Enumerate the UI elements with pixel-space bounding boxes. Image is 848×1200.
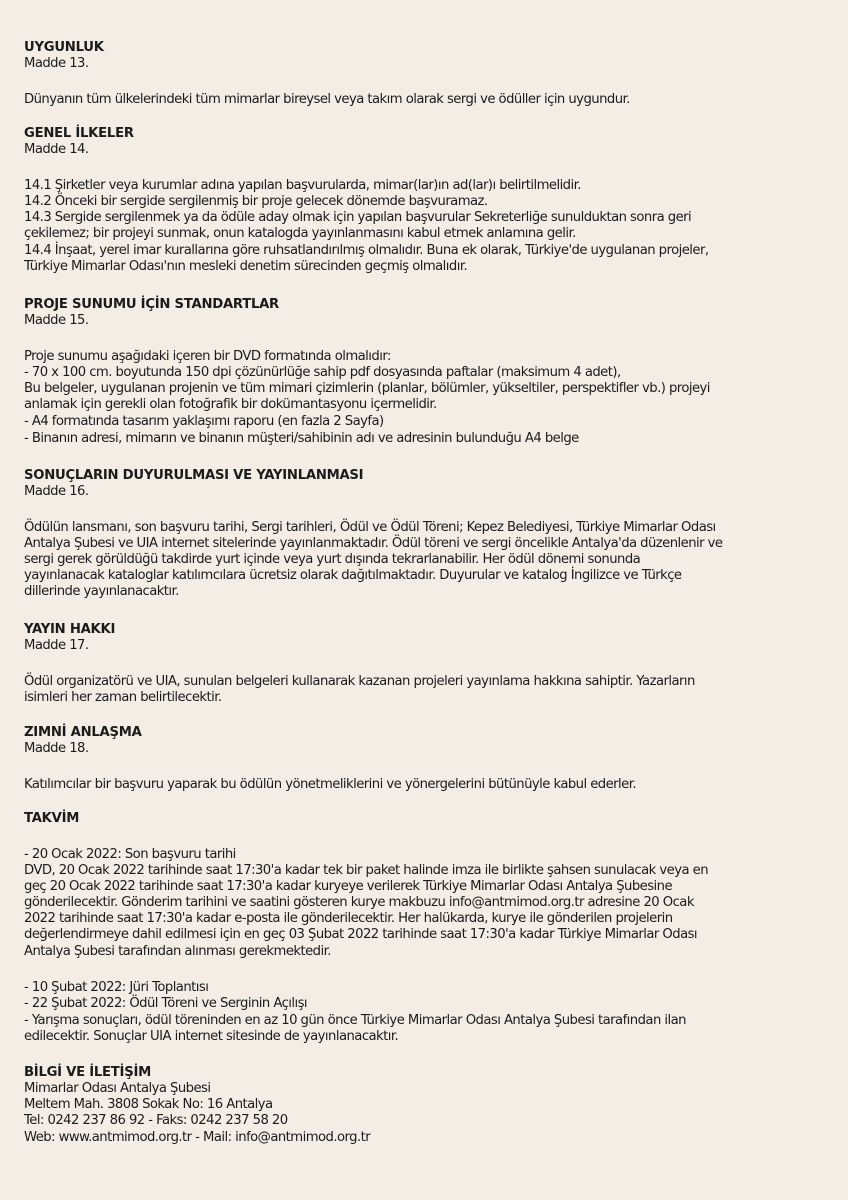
contact-phone: Tel: 0242 237 86 92 - Faks: 0242 237 58 20 — [24, 1113, 288, 1128]
article-number: Madde 16. — [24, 484, 89, 499]
article-number: Madde 15. — [24, 313, 89, 328]
paragraph-line: Antalya Şubesi ve UIA internet sitelerinde yayınlanmaktadır. Ödül töreni ve sergi öncelikle Antalya'da düzenlenir ve — [24, 536, 723, 551]
paragraph-line: DVD, 20 Ocak 2022 tarihinde saat 17:30'a kadar tek bir paket halinde imza ile birlikte şahsen sunulacak veya en — [24, 863, 708, 878]
contact-web-mail: Web: www.antmimod.org.tr - Mail: info@antmimod.org.tr — [24, 1130, 371, 1145]
section-heading-proje-sunumu: PROJE SUNUMU İÇİN STANDARTLAR — [24, 297, 279, 312]
article-number: Madde 18. — [24, 741, 89, 756]
list-item: - Binanın adresi, mimarın ve binanın müşteri/sahibinin adı ve adresinin bulunduğu A4 belge — [24, 431, 579, 446]
article-number: Madde 17. — [24, 638, 89, 653]
paragraph-line: dillerinde yayınlanacaktır. — [24, 584, 179, 599]
paragraph-line: sergi gerek görüldüğü takdirde yurt içinde veya yurt dışında tekrarlanabilir. Her ödül dönemi sonunda — [24, 552, 641, 567]
paragraph-line: Dünyanın tüm ülkelerindeki tüm mimarlar bireysel veya takım olarak sergi ve ödüller için uygundur. — [24, 92, 630, 107]
list-item: - 20 Ocak 2022: Son başvuru tarihi — [24, 847, 236, 862]
paragraph-line: anlamak için gerekli olan fotoğrafik bir dokümantasyonu içermelidir. — [24, 397, 437, 412]
contact-organization: Mimarlar Odası Antalya Şubesi — [24, 1081, 211, 1096]
contact-address: Meltem Mah. 3808 Sokak No: 16 Antalya — [24, 1097, 273, 1112]
paragraph-line: yayınlanacak kataloglar katılımcılara ücretsiz olarak dağıtılmaktadır. Duyurular ve katalog İngilizce ve Türkçe — [24, 568, 682, 583]
paragraph-line: gönderilecektir. Gönderim tarihini ve saatini gösteren kurye makbuzu info@antmimod.org.tr adresine 20 Ocak — [24, 895, 694, 910]
paragraph-line: Türkiye Mimarlar Odası'nın mesleki denetim sürecinden geçmiş olmalıdır. — [24, 259, 468, 274]
section-heading-sonuclarin-duyurulmasi: SONUÇLARIN DUYURULMASI VE YAYINLANMASI — [24, 468, 364, 483]
section-heading-yayin-hakki: YAYIN HAKKI — [24, 622, 116, 637]
paragraph-line: 14.4 İnşaat, yerel imar kurallarına göre ruhsatlandırılmış olmalıdır. Buna ek olarak, Türkiye'de uygulanan projeler, — [24, 243, 709, 258]
paragraph-line: geç 20 Ocak 2022 tarihinde saat 17:30'a kadar kuryeye verilerek Türkiye Mimarlar Odası Antalya Şubesine — [24, 879, 673, 894]
paragraph-line: isimleri her zaman belirtilecektir. — [24, 690, 222, 705]
section-heading-zimni-anlasma: ZIMNİ ANLAŞMA — [24, 725, 142, 740]
list-item: - Yarışma sonuçları, ödül töreninden en az 10 gün önce Türkiye Mimarlar Odası Antalya Şubesi tarafından ilan — [24, 1013, 686, 1028]
list-item: - 70 x 100 cm. boyutunda 150 dpi çözünürlüğe sahip pdf dosyasında paftalar (maksimum 4 adet), — [24, 365, 621, 380]
list-item: - 10 Şubat 2022: Jüri Toplantısı — [24, 980, 209, 995]
paragraph-line: edilecektir. Sonuçlar UIA internet sitesinde de yayınlanacaktır. — [24, 1029, 399, 1044]
paragraph-line: Antalya Şubesi tarafından alınması gerekmektedir. — [24, 944, 331, 959]
paragraph-line: Katılımcılar bir başvuru yaparak bu ödülün yönetmeliklerini ve yönergelerini bütünüyle kabul ederler. — [24, 777, 637, 792]
list-item: - 22 Şubat 2022: Ödül Töreni ve Serginin Açılışı — [24, 996, 308, 1011]
list-item: - A4 formatında tasarım yaklaşımı raporu (en fazla 2 Sayfa) — [24, 414, 384, 429]
paragraph-line: değerlendirmeye dahil edilmesi için en geç 03 Şubat 2022 tarihinde saat 17:30'a kadar Türkiye Mimarlar Odası — [24, 927, 698, 942]
paragraph-line: Proje sunumu aşağıdaki içeren bir DVD formatında olmalıdır: — [24, 349, 391, 364]
paragraph-line: 2022 tarihinde saat 17:30'a kadar e-posta ile gönderilecektir. Her halükarda, kurye ile gönderilen projelerin — [24, 911, 673, 926]
paragraph-line: 14.2 Önceki bir sergide sergilenmiş bir proje gelecek dönemde başvuramaz. — [24, 194, 488, 209]
section-heading-bilgi-ve-iletisim: BİLGİ VE İLETİŞİM — [24, 1065, 151, 1080]
article-number: Madde 14. — [24, 142, 89, 157]
section-heading-takvim: TAKVİM — [24, 811, 80, 826]
paragraph-line: 14.3 Sergide sergilenmek ya da ödüle aday olmak için yapılan başvurular Sekreterliğe sunulduktan sonra geri — [24, 210, 692, 225]
section-heading-uygunluk: UYGUNLUK — [24, 40, 104, 55]
article-number: Madde 13. — [24, 56, 89, 71]
paragraph-line: 14.1 Şirketler veya kurumlar adına yapılan başvurularda, mimar(lar)ın ad(lar)ı belirtilmelidir. — [24, 178, 581, 193]
paragraph-line: Ödülün lansmanı, son başvuru tarihi, Sergi tarihleri, Ödül ve Ödül Töreni; Kepez Belediyesi, Türkiye Mimarlar Odası — [24, 520, 716, 535]
paragraph-line: Ödül organizatörü ve UIA, sunulan belgeleri kullanarak kazanan projeleri yayınlama hakkına sahiptir. Yazarların — [24, 674, 695, 689]
section-heading-genel-ilkeler: GENEL İLKELER — [24, 126, 134, 141]
paragraph-line: çekilemez; bir projeyi sunmak, onun katalogda yayınlanmasını kabul etmek anlamına gelir. — [24, 226, 576, 241]
paragraph-line: Bu belgeler, uygulanan projenin ve tüm mimari çizimlerin (planlar, bölümler, yükseltiler, perspektifler vb.) projeyi — [24, 381, 710, 396]
